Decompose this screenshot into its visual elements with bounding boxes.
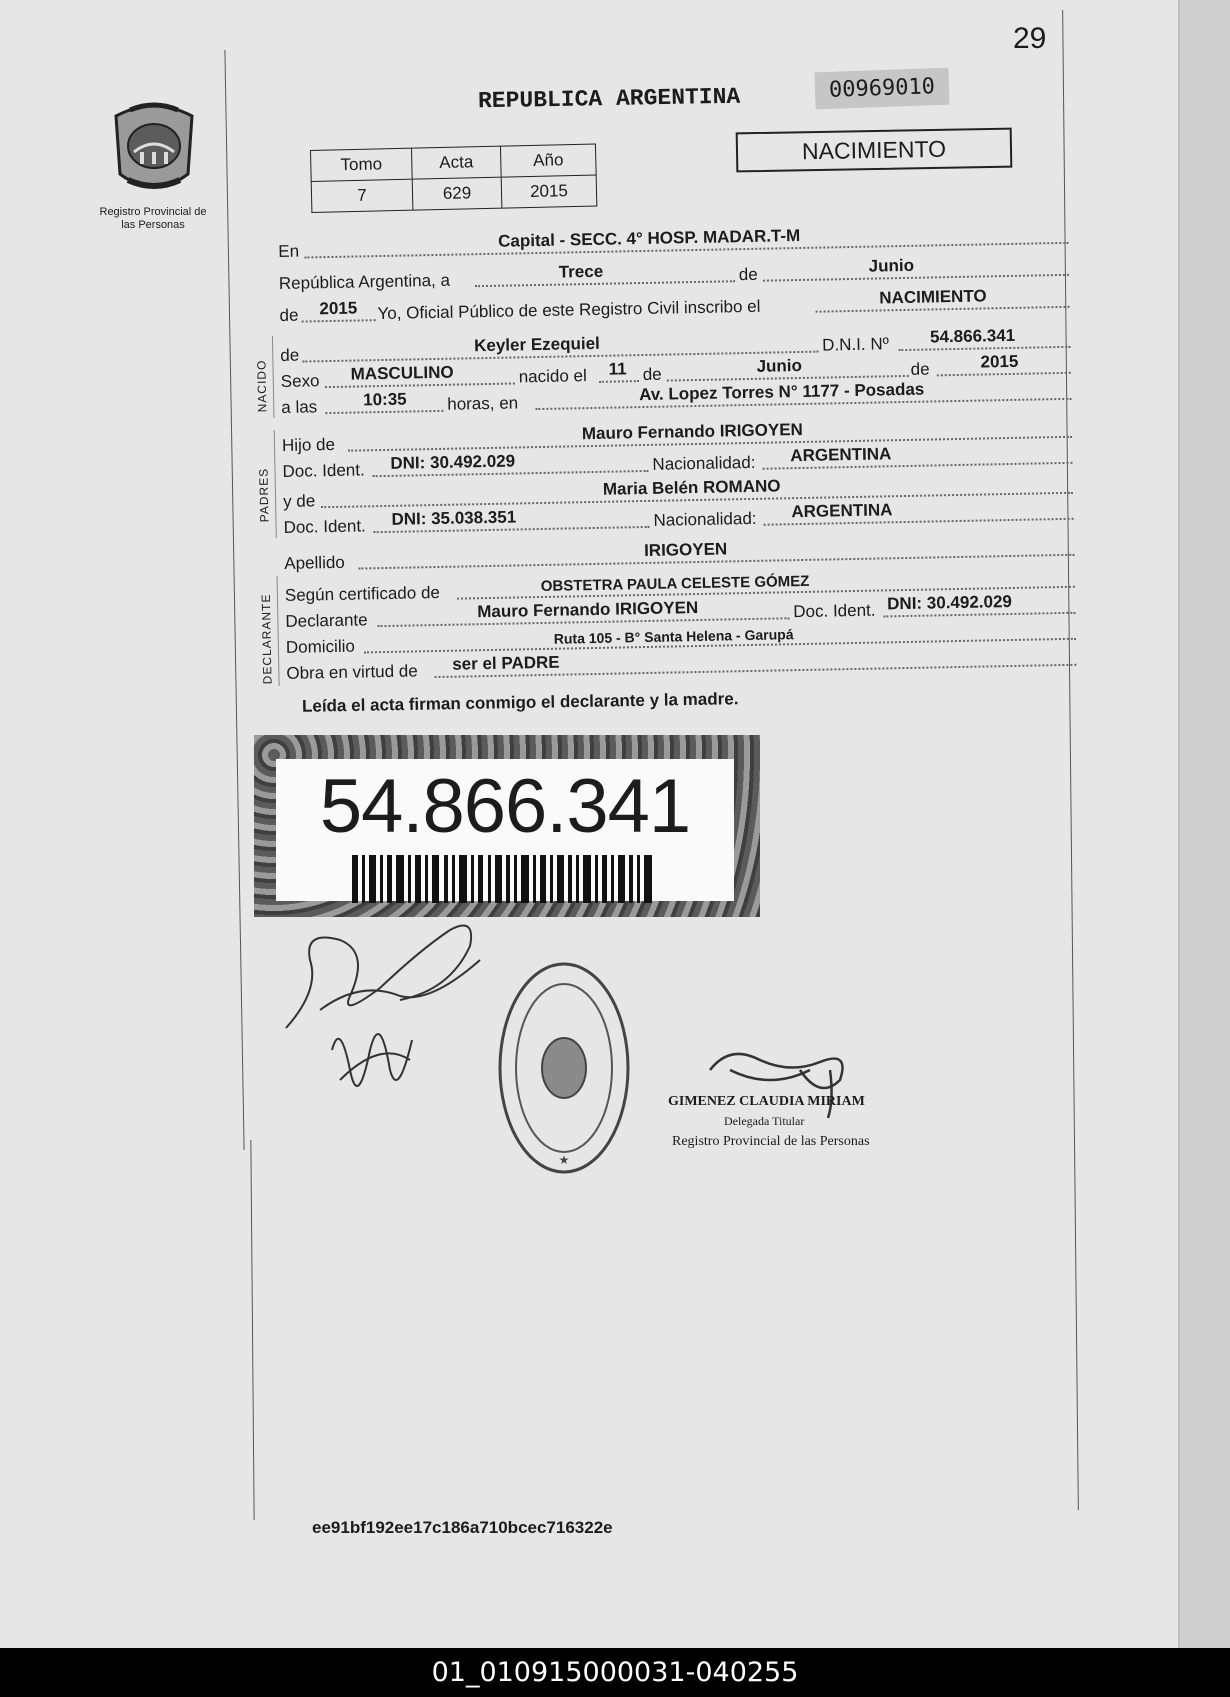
label-nacido-el: nacido el [518,366,587,387]
declarant-signature-icon [280,900,500,1130]
value-declarant-doc: DNI: 30.492.029 [886,591,1013,614]
value-surname: IRIGOYEN [643,539,728,561]
label-y-de: y de [282,491,316,511]
value-birth-time: 10:35 [362,389,407,410]
label-dni: D.N.I. Nº [822,334,890,355]
label-father-nationality: Nacionalidad: [652,452,756,474]
label-sexo: Sexo [280,371,320,391]
barcode-icon [352,855,658,903]
label-domicilio: Domicilio [285,636,356,657]
value-act-type: NACIMIENTO [879,286,987,308]
value-obra: ser el PADRE [452,652,560,674]
value-address: Ruta 105 - B° Santa Helena - Garupá [553,626,794,647]
value-birth-month: Junio [756,355,803,376]
value-declarant-name: Mauro Fernando IRIGOYEN [477,598,699,622]
value-mother-nationality: ARGENTINA [791,500,893,522]
ref-header-tomo: Tomo [311,148,413,181]
closing-statement: Leída el acta firman conmigo el declarante y la madre. [301,689,739,716]
label-segun: Según certificado de [284,582,441,605]
dotted-line [599,380,639,383]
label-mother-nationality: Nacionalidad: [653,508,757,530]
label-obra: Obra en virtud de [286,661,418,683]
label-yo: Yo, Oficial Público de este Registro Civil inscribo el [377,296,761,324]
value-father-doc: DNI: 30.492.029 [390,451,516,473]
document-type-box: NACIMIENTO [736,128,1013,173]
value-father-nationality: ARGENTINA [790,444,892,466]
value-month: Junio [868,255,915,276]
document-title: REPUBLICA ARGENTINA [477,83,741,115]
value-day-word: Trece [558,261,604,282]
label-en: En [278,241,300,261]
registry-logo-label: Registro Provincial de las Personas [99,206,207,231]
ref-value-tomo: 7 [311,179,413,212]
label-de-year: de [910,359,930,379]
label-apellido: Apellido [284,552,345,573]
ref-header-acta: Acta [411,146,501,179]
value-birth-day: 11 [608,359,627,379]
label-declarante: Declarante [285,610,368,631]
label-nacido-de: de [280,345,300,365]
ref-value-acta: 629 [412,177,502,210]
value-child-dni: 54.866.341 [929,325,1016,347]
value-mother-name: Maria Belén ROMANO [602,476,781,499]
dotted-line [302,319,376,322]
reference-table [310,144,597,213]
value-year: 2015 [319,298,358,319]
section-label-declarante: DECLARANTE [258,593,275,685]
official-seal-icon [494,958,634,1178]
page-number: 29 [1013,22,1047,55]
dotted-line [937,372,1071,377]
label-declarant-doc: Doc. Ident. [793,600,876,622]
official-title: Delegada Titular [724,1114,805,1128]
label-de: de [738,264,758,285]
label-de2: de [279,305,299,325]
page-edge [1178,0,1230,1648]
value-sexo: MASCULINO [350,362,454,384]
label-father-doc: Doc. Ident. [282,460,365,481]
dni-sticker-number: 54.866.341 [319,764,691,849]
dotted-line [325,410,443,414]
label-de-month: de [642,364,662,385]
value-father-name: Mauro Fernando IRIGOYEN [581,419,804,444]
document-hash: ee91bf192ee17c186a710bcec716322e [312,1518,613,1537]
label-alas: a las [281,397,318,417]
value-place: Capital - SECC. 4° HOSP. MADAR.T-M [497,225,801,251]
value-child-name: Keyler Ezequiel [473,333,600,356]
dni-sticker [254,735,760,917]
official-name: GIMENEZ CLAUDIA MIRIAM [668,1094,865,1109]
scan-id-bar: 01_010915000031-040255 [0,1648,1230,1697]
province-coat-of-arms-icon [106,96,202,209]
official-registry: Registro Provincial de las Personas [672,1134,870,1149]
ref-value-ano: 2015 [501,175,597,208]
svg-text:★: ★ [558,1153,570,1167]
dni-sticker-label [276,759,734,901]
ref-header-ano: Año [500,144,596,177]
section-label-padres: PADRES [256,467,272,523]
label-hijo-de: Hijo de [281,434,336,455]
label-mother-doc: Doc. Ident. [283,516,366,537]
serial-number: 00969010 [814,68,949,110]
value-mother-doc: DNI: 35.038.351 [391,507,517,529]
label-republica: República Argentina, a [278,270,451,293]
value-birth-year: 2015 [980,351,1019,372]
value-certificate: OBSTETRA PAULA CELESTE GÓMEZ [540,572,810,596]
label-horas-en: horas, en [447,393,519,414]
value-birth-place: Av. Lopez Torres N° 1177 - Posadas [638,379,925,405]
section-label-nacido: NACIDO [254,359,270,413]
